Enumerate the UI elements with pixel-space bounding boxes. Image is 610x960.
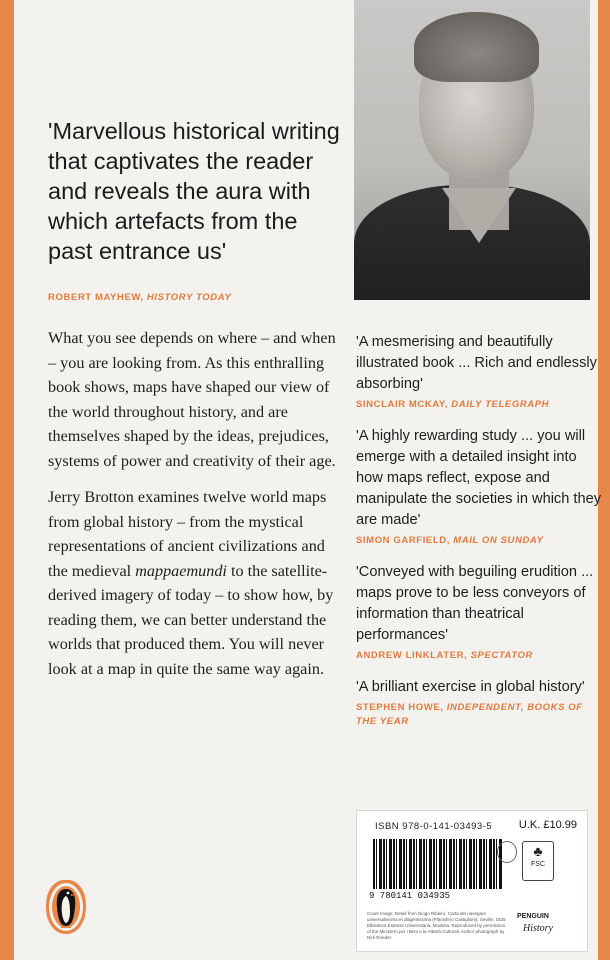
barcode-digits: 9 780141 034935 — [369, 891, 451, 901]
review-attribution: ANDREW LINKLATER, SPECTATOR — [356, 650, 533, 661]
blurb-paragraph-1: What you see depends on where – and when – you are looking from. As this enthralling book shows, maps have shaped our view of the world throughout history, and are themselves shaped by the ideas, prejudices, systems of power and creativity of their age. — [48, 329, 336, 470]
main-quote: 'Marvellous historical writing that captivates the reader and reveals the aura with which artefacts from the past entrance us' — [48, 118, 340, 264]
main-quote-attribution: ROBERT MAYHEW, HISTORY TODAY — [48, 292, 232, 303]
reviews — [356, 332, 604, 743]
price: U.K. £10.99 — [518, 819, 577, 831]
review-item: 'A mesmerising and beautifully illustrated book ... Rich and endlessly absorbing' SINCLAIR MCKAY, DAILY TELEGRAPH — [356, 332, 604, 412]
back-cover — [14, 0, 601, 960]
barcode-panel — [356, 810, 588, 952]
review-attribution: SINCLAIR MCKAY, DAILY TELEGRAPH — [356, 399, 550, 410]
author-photo — [354, 0, 590, 300]
imprint-name: History — [523, 923, 553, 934]
publisher-name: PENGUIN — [517, 913, 549, 920]
fsc-tree-icon: ♣ FSC — [522, 841, 554, 881]
blurb-paragraph-2: Jerry Brotton examines twelve world maps from global history – from the mystical representations of ancient civilizations and the medieval mappaemundi to the satellite-derived imagery of today – to show how, by reading them, we can better understand the worlds that produced them. You will never look at a map in quite the same way again. — [48, 488, 334, 678]
left-edge — [0, 0, 14, 960]
barcode — [373, 839, 503, 889]
review-attribution: SIMON GARFIELD, MAIL ON SUNDAY — [356, 535, 544, 546]
blurb — [48, 326, 336, 693]
review-item: 'A highly rewarding study ... you will emerge with a detailed insight into how maps reflect, expose and manipulate the societies in which they are made' SIMON GARFIELD, MAIL ON SUNDAY — [356, 426, 604, 548]
credits-small-print: Cover image: Detail from Diogo Ribeiro, Carta del navegare universalissima et diligentissima (Planisfero Castiglioni), Seville, 1525. Biblioteca Estense Universitaria, Modena. Reproduced by permission of the Ministero per i Beni e le Attività Culturali. Author photograph by Dirk Roeder. — [367, 911, 507, 940]
review-attribution: STEPHEN HOWE, INDEPENDENT, BOOKS OF THE YEAR — [356, 702, 583, 727]
penguin-logo-icon — [46, 880, 86, 934]
review-item: 'Conveyed with beguiling erudition ... maps prove to be less conveyors of information than theatrical performances' ANDREW LINKLATER, SPECTATOR — [356, 562, 604, 663]
isbn-text: ISBN 978-0-141-03493-5 — [375, 821, 493, 832]
review-item: 'A brilliant exercise in global history' STEPHEN HOWE, INDEPENDENT, BOOKS OF THE YEAR — [356, 677, 604, 729]
recycle-icon — [497, 841, 517, 863]
